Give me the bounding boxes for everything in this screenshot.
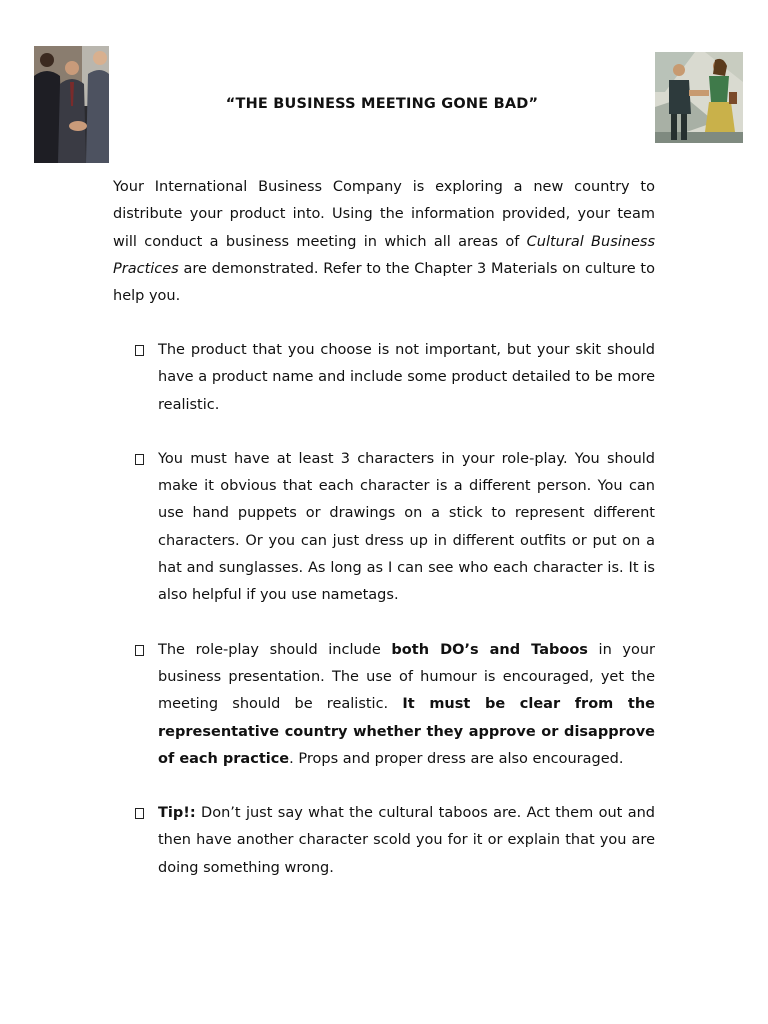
list-item — [135, 446, 655, 610]
list-item-bold-2: It must be clear from the representative country whether they approve or disapprove of each practice — [158, 696, 655, 767]
list-item — [135, 337, 655, 419]
list-item-text: The product that you choose is not important, but your skit should have a product name and include some product detailed to be more realistic. — [158, 342, 655, 413]
square-bullet-icon — [135, 808, 144, 819]
intro-text-1: Your International Business Company is exploring a new country to distribute your product into. Using the information provided, your team will conduct a business meeting in which all areas of — [113, 179, 655, 250]
list-item-text-2: in your business presentation. The use of humour is encouraged, yet the meeting should be realistic. — [158, 641, 656, 713]
square-bullet-icon — [135, 454, 144, 465]
list-item — [135, 800, 655, 882]
square-bullet-icon — [135, 645, 144, 656]
list-item — [135, 637, 655, 773]
intro-emphasis: Cultural Business Practices — [113, 233, 655, 277]
square-bullet-icon — [135, 345, 144, 356]
list-item-text: Don’t just say what the cultural taboos are. Act them out and then have another character scold you for it or explain that you are doing something wrong. — [158, 805, 655, 876]
business-people-illustration — [34, 46, 109, 163]
list-item-text-3: . Props and proper dress are also encouraged. — [289, 750, 624, 767]
list-item-text: You must have at least 3 characters in your role-play. You should make it obvious that each character is a different person. You can use hand puppets or drawings on a stick to represent different characters. Or you can just dress up in different outfits or put on a hat and sunglasses. As long as I can see who each character is. It is also helpful if you use nametags. — [158, 450, 655, 604]
handshake-clipart — [655, 52, 743, 143]
document-title: “THE BUSINESS MEETING GONE BAD” — [225, 96, 539, 112]
tip-label: Tip!: — [158, 805, 196, 822]
instruction-list — [135, 337, 655, 909]
intro-paragraph — [113, 174, 655, 310]
handshake-illustration — [655, 52, 743, 143]
list-item-text-1: The role-play should include — [158, 641, 392, 658]
intro-text-2: are demonstrated. Refer to the Chapter 3 Materials on culture to help you. — [113, 260, 655, 305]
business-people-photo — [34, 46, 109, 163]
list-item-bold-1: both DO’s and Taboos — [391, 641, 588, 658]
